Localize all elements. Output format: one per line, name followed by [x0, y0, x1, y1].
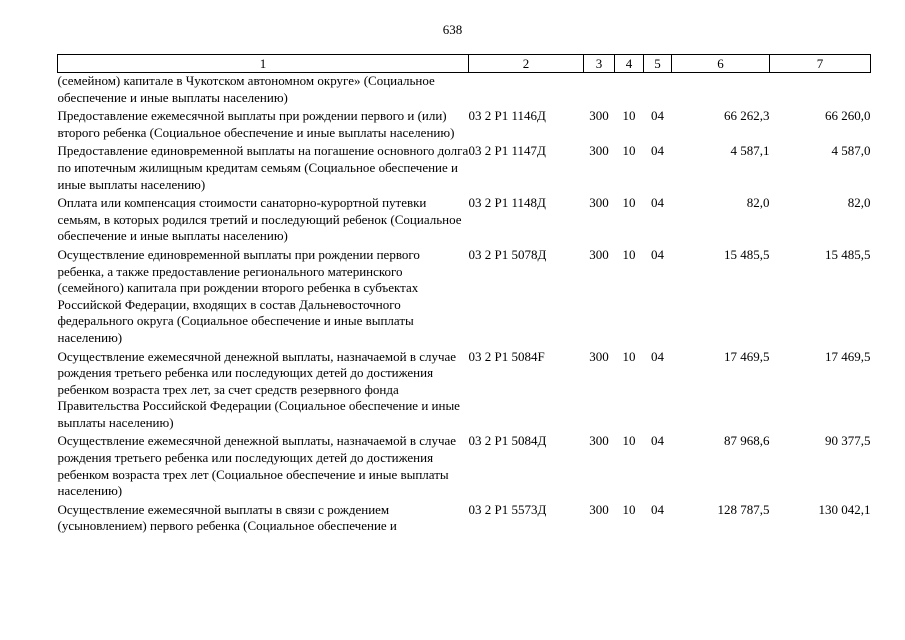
row-value-6	[672, 73, 770, 109]
row-code: 03 2 Р1 5078Д	[468, 246, 547, 262]
row-col5: 04	[651, 108, 664, 124]
row-col3: 300	[589, 433, 609, 449]
row-col5: 04	[651, 433, 664, 449]
table-row	[58, 502, 871, 537]
row-value-7: 66 260,0	[825, 108, 871, 124]
row-col5: 04	[651, 501, 664, 517]
row-col5: 04	[651, 348, 664, 364]
row-description: Предоставление ежемесячной выплаты при рождении первого и (или) второго ребенка (Социальное обеспечение и иные выплаты населению)	[57, 108, 455, 140]
column-header-4: 4	[615, 55, 644, 73]
column-header-2: 2	[469, 55, 584, 73]
row-col3: 300	[589, 108, 609, 124]
table-row	[58, 108, 871, 143]
row-value-7: 4 587,0	[831, 143, 871, 159]
row-description: Осуществление ежемесячной выплаты в связи с рождением (усыновлением) первого ребенка (Социальное обеспечение и	[57, 501, 397, 534]
table-row	[58, 143, 871, 195]
row-value-6: 128 787,5	[717, 501, 770, 517]
row-value-7	[770, 73, 871, 109]
page-number: 638	[442, 22, 463, 37]
row-value-6: 87 968,6	[724, 433, 770, 449]
column-header-3: 3	[584, 55, 615, 73]
row-col4: 10	[622, 108, 636, 124]
row-code	[469, 73, 584, 109]
row-code: 03 2 Р1 5084F	[468, 348, 545, 364]
row-col5: 04	[651, 195, 664, 211]
row-description: Оплата или компенсация стоимости санаторно-курортной путевки семьям, в которых родился третий и последующий ребенок (Социальное обеспечение и иные выплаты населению)	[57, 195, 462, 244]
row-description: (семейном) капитале в Чукотском автономном округе» (Социальное обеспечение и иные выплаты населению)	[57, 73, 435, 105]
row-col3: 300	[589, 143, 609, 159]
row-col5: 04	[651, 246, 664, 262]
row-code: 03 2 Р1 1146Д	[468, 108, 546, 124]
column-header-5: 5	[644, 55, 672, 73]
row-col5: 04	[651, 143, 664, 159]
row-description: Осуществление единовременной выплаты при рождении первого ребенка, а также предоставление регионального материнского (семейного) капитала при рождении второго ребенка в субъектах Российской Федерации, входящих в состав Дальневосточного федерального округа (Социальное обеспечение и иные выплаты населению)	[57, 246, 420, 345]
column-header-1: 1	[58, 55, 469, 73]
row-value-6: 15 485,5	[724, 246, 770, 262]
row-value-6: 66 262,3	[724, 108, 770, 124]
row-code: 03 2 Р1 5084Д	[468, 433, 547, 449]
row-col4: 10	[622, 195, 636, 211]
table-row	[58, 349, 871, 434]
row-col3: 300	[589, 246, 609, 262]
row-description: Предоставление единовременной выплаты на погашение основного долга по ипотечным жилищным кредитам семьям (Социальное обеспечение и иные выплаты населению)	[57, 143, 469, 192]
header-row	[58, 55, 871, 73]
row-value-6: 17 469,5	[724, 348, 770, 364]
row-value-7: 90 377,5	[825, 433, 871, 449]
table-row	[58, 73, 871, 109]
row-col5	[644, 73, 672, 109]
budget-table	[57, 54, 871, 537]
row-col4: 10	[622, 143, 636, 159]
table-row	[58, 433, 871, 501]
row-col4: 10	[622, 501, 636, 517]
row-col4	[615, 73, 644, 109]
row-value-7: 82,0	[847, 195, 871, 211]
row-col4: 10	[622, 433, 636, 449]
row-col3	[584, 73, 615, 109]
column-header-7: 7	[770, 55, 871, 73]
row-value-7: 130 042,1	[818, 501, 871, 517]
row-col3: 300	[589, 501, 609, 517]
row-col4: 10	[622, 246, 636, 262]
row-value-7: 17 469,5	[825, 348, 871, 364]
row-value-6: 4 587,1	[730, 143, 770, 159]
row-description: Осуществление ежемесячной денежной выплаты, назначаемой в случае рождения третьего ребенка или последующих детей до достижения ребенком возраста трех лет, за счет средств резервного фонда Правительства Российской Федерации (Социальное обеспечение и иные выплаты населению)	[57, 348, 460, 430]
row-code: 03 2 Р1 1147Д	[468, 143, 546, 159]
row-description: Осуществление ежемесячной денежной выплаты, назначаемой в случае рождения третьего ребенка или последующих детей до достижения ребенком возраста трех лет (Социальное обеспечение и иные выплаты населению)	[57, 433, 457, 499]
column-header-6: 6	[672, 55, 770, 73]
row-code: 03 2 Р1 5573Д	[468, 501, 547, 517]
row-col3: 300	[589, 348, 609, 364]
row-value-7: 15 485,5	[825, 246, 871, 262]
row-col4: 10	[622, 348, 636, 364]
table-row	[58, 247, 871, 349]
table-row	[58, 195, 871, 247]
row-col3: 300	[589, 195, 609, 211]
row-value-6: 82,0	[746, 195, 770, 211]
row-code: 03 2 Р1 1148Д	[468, 195, 546, 211]
